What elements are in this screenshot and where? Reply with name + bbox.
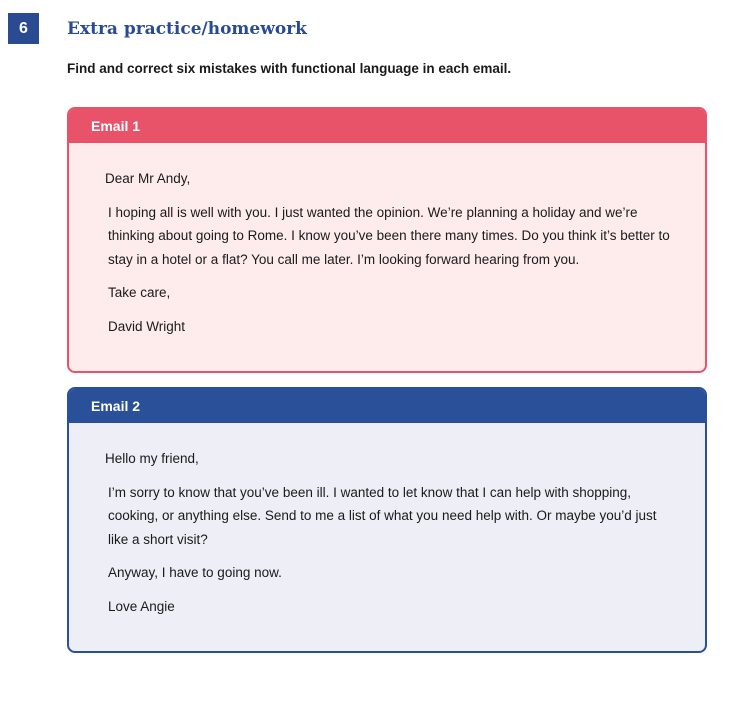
- exercise-instruction: Find and correct six mistakes with functional language in each email.: [67, 61, 512, 76]
- email-1-signature: David Wright: [108, 318, 186, 334]
- email-1-greeting: Dear Mr Andy,: [105, 171, 191, 186]
- email-1-paragraph: I hoping all is well with you. I just wanted the opinion. We’re planning a holiday and we’re thinking about going to Rome. I know you’ve been there many times. Do you think it’s better to stay in a hotel or a flat? You call me later. I’m looking forward hearing from you.: [108, 204, 670, 267]
- section-number-badge: 6: [8, 13, 39, 44]
- email-2-signature: Love Angie: [108, 598, 175, 614]
- email-card-1: [67, 107, 707, 373]
- email-1-closing: Take care,: [108, 285, 171, 300]
- section-title: Extra practice/homework: [67, 19, 307, 39]
- email-2-header: Email 2: [69, 389, 705, 423]
- email-2-paragraph: I’m sorry to know that you’ve been ill. I wanted to let know that I can help with shopping, cooking, or anything else. Send to me a list of what you need help with. Or maybe you’d just like a short visit?: [108, 484, 657, 547]
- email-2-closing: Anyway, I have to going now.: [108, 565, 282, 580]
- email-1-header: Email 1: [69, 109, 705, 143]
- email-2-body: [69, 423, 705, 618]
- email-2-greeting: Hello my friend,: [105, 451, 199, 466]
- email-card-2: [67, 387, 707, 653]
- email-1-body: [69, 143, 705, 338]
